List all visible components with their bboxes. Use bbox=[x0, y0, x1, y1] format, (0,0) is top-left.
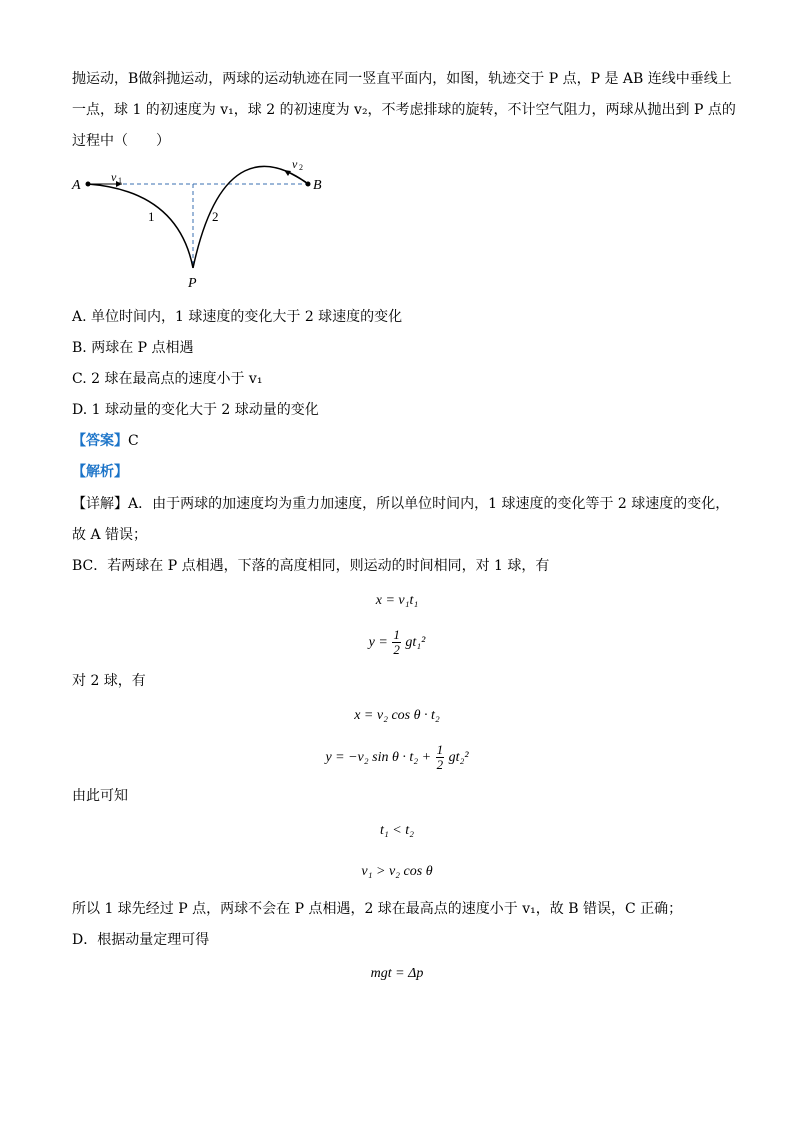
label-curve-1: 1 bbox=[148, 209, 155, 224]
detail-line-4: 对 2 球，有 bbox=[72, 673, 146, 689]
trajectory-2 bbox=[193, 166, 308, 268]
option-a: A. 单位时间内，1 球速度的变化大于 2 球速度的变化 bbox=[72, 309, 403, 325]
equation-4-right: gt₂² bbox=[448, 750, 469, 765]
equation-3: x = v₂ cos θ · t₂ bbox=[354, 708, 440, 723]
detail-line-3: BC．若两球在 P 点相遇，下落的高度相同，则运动的时间相同，对 1 球，有 bbox=[72, 558, 550, 574]
equation-2 bbox=[0, 628, 794, 658]
point-b bbox=[306, 182, 311, 187]
equation-2-numerator: 1 bbox=[393, 627, 400, 643]
label-curve-2: 2 bbox=[212, 209, 219, 224]
equation-2-fraction bbox=[392, 628, 401, 657]
equation-6: v₁ > v₂ cos θ bbox=[361, 864, 433, 879]
label-b: B bbox=[313, 178, 322, 193]
label-v2: v bbox=[292, 157, 298, 171]
detail-line-1: 【详解】A．由于两球的加速度均为重力加速度，所以单位时间内，1 球速度的变化等于 2 球速度的变化， bbox=[72, 496, 730, 512]
option-b: B. 两球在 P 点相遇 bbox=[72, 340, 194, 356]
equation-5: t₁ < t₂ bbox=[380, 823, 414, 838]
equation-4-fraction bbox=[436, 743, 445, 772]
equation-4-numerator: 1 bbox=[436, 742, 444, 758]
answer-tag: 【答案】 bbox=[72, 433, 128, 449]
answer-value: C bbox=[128, 433, 139, 449]
equation-4 bbox=[0, 743, 794, 773]
detail-line-2: 故 A 错误； bbox=[72, 527, 148, 543]
equation-4-left: y = −v₂ sin θ · t₂ + bbox=[325, 750, 432, 765]
equation-1: x = v₁t₁ bbox=[375, 593, 419, 608]
answer-row bbox=[72, 431, 139, 451]
equation-7: mgt = Δp bbox=[370, 966, 424, 981]
equation-2-left: y = bbox=[368, 635, 388, 650]
point-a bbox=[86, 182, 91, 187]
option-c: C. 2 球在最高点的速度小于 v₁ bbox=[72, 371, 263, 387]
option-d: D. 1 球动量的变化大于 2 球动量的变化 bbox=[72, 402, 319, 418]
trajectory-1 bbox=[88, 184, 193, 268]
label-p: P bbox=[188, 276, 197, 291]
trajectory-figure bbox=[68, 156, 338, 296]
label-v2-sub: 2 bbox=[299, 163, 303, 172]
analysis-tag: 【解析】 bbox=[72, 464, 128, 480]
question-line-3: 过程中（ ） bbox=[72, 133, 170, 149]
label-v1: v bbox=[111, 170, 117, 184]
equation-2-denominator: 2 bbox=[393, 642, 400, 658]
detail-line-7: D．根据动量定理可得 bbox=[72, 932, 210, 948]
detail-line-6: 所以 1 球先经过 P 点，两球不会在 P 点相遇，2 球在最高点的速度小于 v₁，故 B 错误，C 正确； bbox=[72, 901, 683, 917]
label-a: A bbox=[72, 178, 81, 193]
equation-4-denominator: 2 bbox=[436, 757, 444, 773]
question-line-2: 一点，球 1 的初速度为 v₁，球 2 的初速度为 v₂，不考虑排球的旋转，不计空气阻力，两球从抛出到 P 点的 bbox=[72, 102, 736, 118]
equation-2-right: gt₁² bbox=[405, 635, 426, 650]
detail-line-5: 由此可知 bbox=[72, 788, 128, 804]
question-line-1: 抛运动，B做斜抛运动，两球的运动轨迹在同一竖直平面内，如图，轨迹交于 P 点，P 是 AB 连线中垂线上 bbox=[72, 71, 732, 87]
label-v1-sub: 1 bbox=[118, 176, 122, 185]
analysis-row bbox=[72, 462, 128, 482]
